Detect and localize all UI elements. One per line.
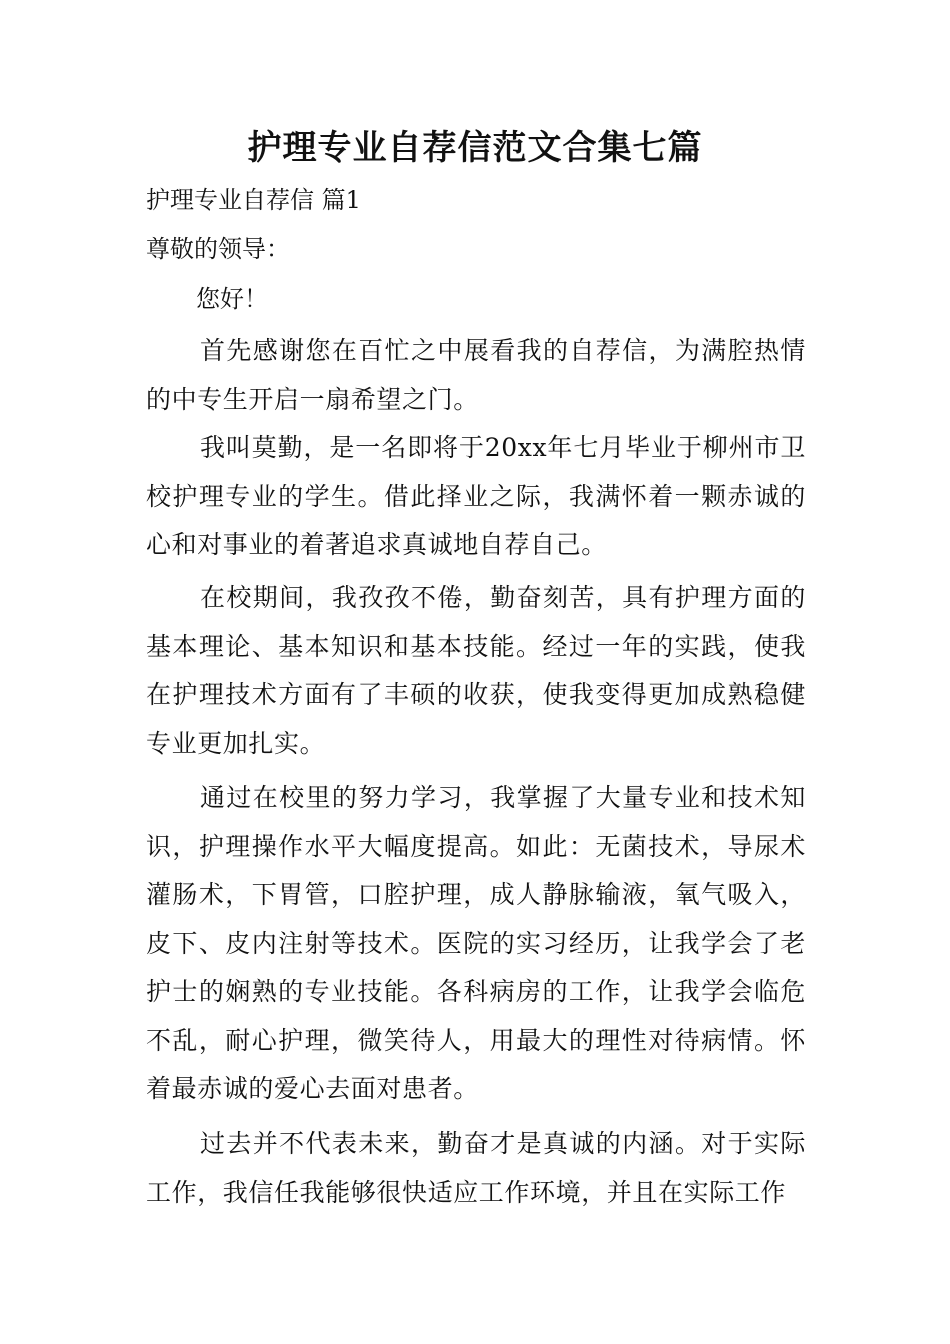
greeting: 您好！	[196, 285, 268, 313]
paragraph-school-study: 在校期间，我孜孜不倦，勤奋刻苦，具有护理方面的基本理论、基本知识和基本技能。经过一年的实践，使我在护理技术方面有了丰硕的收获，使我变得更加成熟稳健专业更加扎实。	[146, 583, 806, 758]
paragraph-gratitude: 首先感谢您在百忙之中展看我的自荐信，为满腔热情的中专生开启一扇希望之门。	[146, 336, 806, 414]
paragraph-introduction: 我叫莫勤，是一名即将于20xx年七月毕业于柳州市卫校护理专业的学生。借此择业之际，我满怀着一颗赤诚的心和对事业的着著追求真诚地自荐自己。	[146, 433, 806, 559]
section-heading: 护理专业自荐信 篇1	[146, 186, 361, 214]
document-title: 护理专业自荐信范文合集七篇	[247, 128, 703, 168]
salutation: 尊敬的领导：	[146, 235, 290, 263]
paragraph-future: 过去并不代表未来，勤奋才是真诚的内涵。对于实际工作，我信任我能够很快适应工作环境，并且在实际工作	[146, 1129, 806, 1207]
paragraph-skills: 通过在校里的努力学习，我掌握了大量专业和技术知识，护理操作水平大幅度提高。如此：无菌技术，导尿术灌肠术，下胃管，口腔护理，成人静脉输液，氧气吸入，皮下、皮内注射等技术。医院的实习经历，让我学会了老护士的娴熟的专业技能。各科病房的工作，让我学会临危不乱，耐心护理，微笑待人，用最大的理性对待病情。怀着最赤诚的爱心去面对患者。	[146, 783, 806, 1103]
